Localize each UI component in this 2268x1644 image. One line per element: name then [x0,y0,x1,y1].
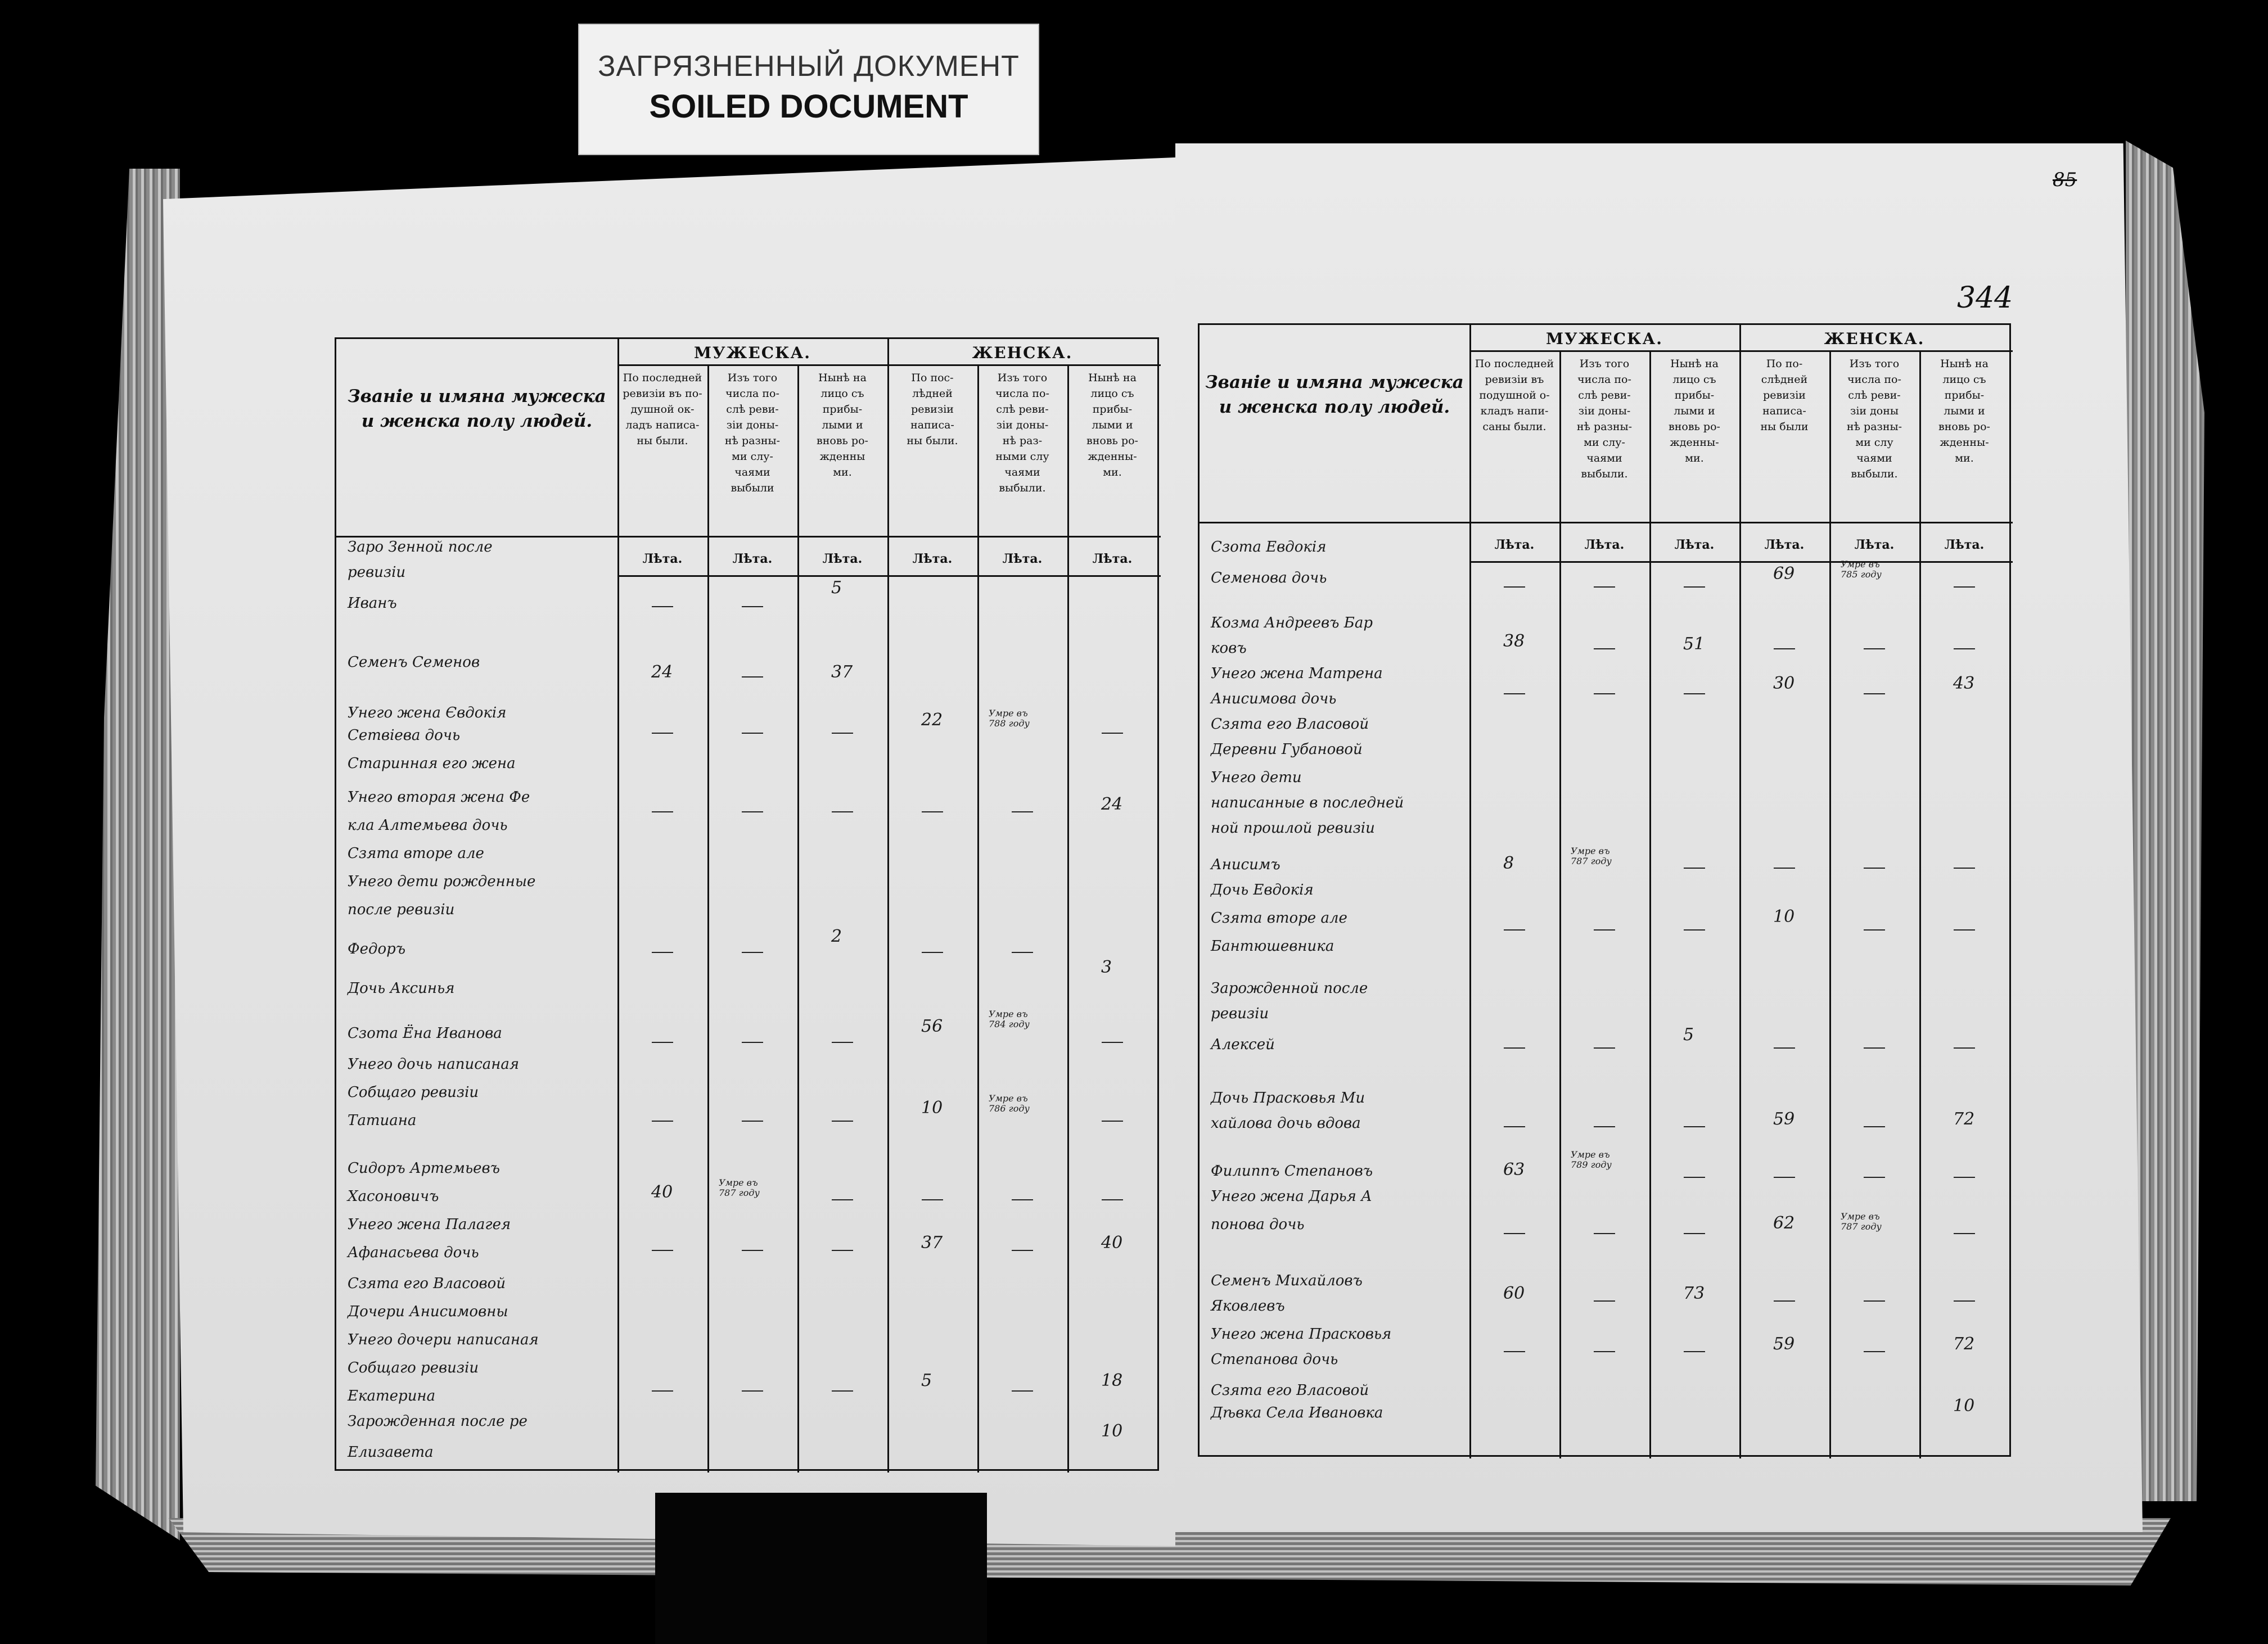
right-col-divider [1919,350,1921,1458]
right-name-entry: Унего жена Матрена [1211,665,1383,682]
left-gender-divider [617,364,1161,366]
right-death-note: Умре въ 789 году [1571,1149,1612,1170]
left-header-divider [336,536,1161,538]
left-age-value: 24 [651,662,673,682]
right-dash [1504,1047,1525,1049]
right-name-entry: Сзота Евдокія [1211,539,1327,555]
right-name-entry: Дѣвка Села Ивановка [1211,1404,1383,1421]
left-title-divider [617,339,619,1473]
left-name-entry: Сзята его Власовой [348,1275,506,1292]
left-dash [742,733,763,734]
right-death-note: Умре въ 787 году [1571,846,1612,866]
right-death-note: Умре въ 787 году [1841,1211,1882,1232]
left-dash [832,1042,853,1043]
right-dash [1684,1233,1705,1234]
right-age-value: 10 [1773,907,1795,927]
right-dash [1684,693,1705,694]
left-col-header-2: Изъ того числа по- слѣ реви- зіи доны- нѣ разны- ми слу- чаями выбыли [724,372,781,494]
left-age-value: 3 [1101,958,1112,977]
right-name-entry: Анисимъ [1211,856,1280,873]
left-col-leta-6: Лѣта. [1092,552,1133,566]
right-age-value: 72 [1953,1334,1975,1354]
left-col-divider [887,339,889,1473]
left-column-title: Званіе и имяна мужеска и женска полу людей. [348,386,606,431]
right-name-entry: Семенова дочь [1211,570,1327,586]
right-col-leta-1: Лѣта. [1494,538,1535,552]
right-name-entry: Филиппъ Степановъ [1211,1163,1373,1180]
left-age-value: 5 [831,578,842,598]
right-female-header: ЖЕНСКА. [1824,329,1925,348]
right-col-header-1: По последней ревизіи въ подушной о- кладъ напи- саны были. [1475,358,1554,433]
book-tab [655,1493,987,1644]
left-dash [742,1042,763,1043]
left-dash [832,733,853,734]
right-name-entry: Козма Андреевъ Бар [1211,615,1373,631]
left-name-entry: Унего дети рожденные [348,873,536,890]
right-col-leta-4: Лѣта. [1764,538,1805,552]
right-col-divider [1829,350,1831,1458]
right-dash [1684,586,1705,588]
left-female-header: ЖЕНСКА. [972,344,1073,362]
right-age-value: 62 [1773,1213,1795,1233]
left-age-value: 56 [921,1017,943,1036]
right-dash [1774,1300,1795,1302]
right-dash [1864,868,1885,869]
right-register-table [1198,323,2011,1457]
right-age-value: 8 [1503,853,1514,873]
right-col-header-3: Нынѣ на лицо съ прибы- лыми и вновь ро- жденны- ми. [1669,358,1720,464]
right-dash [1864,1177,1885,1178]
left-age-value: 2 [831,927,842,946]
right-col-header-2: Изъ того числа по- слѣ реви- зіи доны- нѣ разны- ми слу- чаями выбыли. [1576,358,1633,480]
right-dash [1774,1177,1795,1178]
folio-number: 344 [1957,281,2013,315]
right-col-leta-2: Лѣта. [1584,538,1625,552]
left-name-entry: Собщаго ревизіи [348,1360,479,1376]
right-dash [1504,929,1525,931]
left-name-entry: Унего жена Палагея [348,1216,511,1233]
left-dash [652,1121,673,1122]
soiled-document-stamp [578,24,1039,155]
right-name-entry: написанные в последней [1211,794,1404,811]
right-dash [1864,1300,1885,1302]
right-gender-divider [1469,350,2013,352]
left-dash [652,606,673,607]
stamp-line-russian: ЗАГРЯЗНЕННЫЙ ДОКУМЕНТ [598,50,1020,83]
right-age-value: 5 [1683,1025,1694,1045]
left-dash [652,1390,673,1392]
right-col-divider [1649,350,1651,1458]
right-dash [1594,1047,1615,1049]
left-leta-divider [617,575,1161,577]
left-dash [1012,811,1033,812]
right-header-divider [1200,522,2013,523]
left-death-note: Умре въ 786 году [989,1093,1030,1114]
right-dash [1954,1177,1975,1178]
right-age-value: 69 [1773,564,1795,584]
right-name-entry: Бантюшевника [1211,938,1334,955]
left-name-entry: Унего дочери написаная [348,1331,539,1348]
stamp-line-english: SOILED DOCUMENT [649,88,968,125]
left-col-header-4: По пос- лѣдней ревизіи написа- ны были. [907,372,958,447]
left-col-divider [977,364,979,1473]
left-name-entry: Иванъ [348,595,397,612]
right-name-entry: ревизіи [1211,1005,1269,1022]
right-name-entry: Алексей [1211,1036,1275,1053]
right-dash [1954,648,1975,649]
right-dash [1954,1047,1975,1049]
right-col-header-4: По по- слѣдней ревизіи напиcа- ны были [1760,358,1809,433]
left-name-entry: Хасоновичъ [348,1188,439,1205]
right-age-value: 59 [1773,1109,1795,1129]
right-dash [1774,1047,1795,1049]
right-dash [1504,1126,1525,1127]
left-dash [1102,1042,1123,1043]
right-col-header-5: Изъ того числа по- слѣ реви- зіи доны нѣ разны- ми слу чаями выбыли. [1846,358,1902,480]
left-name-entry: Дочь Аксинья [348,980,455,997]
right-dash [1594,693,1615,694]
left-death-note: Умре въ 788 году [989,708,1030,729]
left-name-entry: ревизіи [348,564,406,581]
right-dash [1864,1047,1885,1049]
right-dash [1504,693,1525,694]
left-age-value: 5 [921,1371,932,1390]
left-dash [1102,1199,1123,1200]
left-death-note: Умре въ 787 году [719,1177,760,1198]
right-name-entry: Дочь Евдокія [1211,882,1314,898]
right-dash [1864,929,1885,931]
right-name-entry: ковъ [1211,640,1247,657]
left-name-entry: Татиана [348,1112,417,1129]
left-age-value: 24 [1101,794,1123,814]
right-dash [1684,1126,1705,1127]
right-death-note: Умре въ 785 году [1841,559,1882,580]
right-name-entry: хайлова дочь вдова [1211,1115,1361,1132]
right-dash [1594,648,1615,649]
left-dash [1012,1199,1033,1200]
left-dash [832,811,853,812]
left-male-header: МУЖЕСКА. [693,344,811,362]
left-name-entry: Сзята вторе але [348,845,484,862]
left-dash [1102,733,1123,734]
right-dash [1954,1300,1975,1302]
right-col-leta-5: Лѣта. [1854,538,1895,552]
left-dash [742,606,763,607]
right-name-entry: ной прошлой ревизіи [1211,820,1375,837]
left-dash [742,676,763,678]
right-name-entry: Деревни Губановой [1211,741,1363,758]
right-title-divider [1469,325,1471,1458]
left-name-entry: кла Алтемьева дочь [348,817,508,834]
right-dash [1864,1126,1885,1127]
right-age-value: 51 [1683,634,1705,654]
left-name-entry: Унего вторая жена Фе [348,789,530,806]
left-dash [652,811,673,812]
left-name-entry: Афанасьева дочь [348,1244,479,1261]
right-dash [1684,1177,1705,1178]
left-name-entry: Дочери Анисимовны [348,1303,508,1320]
left-age-value: 22 [921,710,943,730]
right-dash [1594,1351,1615,1352]
left-age-value: 37 [831,662,853,682]
left-dash [652,1250,673,1251]
left-col-header-1: По последней ревизіи въ по- душной ок- ладъ написа- ны были. [623,372,702,447]
left-death-note: Умре въ 784 году [989,1009,1030,1029]
left-dash [742,1121,763,1122]
left-dash [922,1199,943,1200]
left-dash [652,733,673,734]
right-dash [1864,1351,1885,1352]
left-name-entry: Сзота Ёна Иванова [348,1025,502,1042]
left-age-value: 10 [921,1098,943,1118]
left-age-value: 10 [1101,1421,1123,1441]
right-dash [1954,929,1975,931]
right-dash [1774,648,1795,649]
right-name-entry: Семенъ Михайловъ [1211,1272,1363,1289]
right-age-value: 63 [1503,1160,1525,1180]
right-dash [1594,1126,1615,1127]
left-col-header-6: Нынѣ на лицо съ прибы- лыми и вновь ро- жденны- ми. [1086,372,1138,478]
right-dash [1774,868,1795,869]
left-dash [742,1250,763,1251]
left-dash [832,1121,853,1122]
right-col-divider [1559,350,1561,1458]
left-dash [652,1042,673,1043]
right-dash [1594,929,1615,931]
left-dash [742,811,763,812]
right-dash [1594,1300,1615,1302]
right-age-value: 73 [1683,1284,1705,1303]
left-dash [832,1250,853,1251]
left-name-entry: Собщаго ревизіи [348,1084,479,1101]
right-col-leta-6: Лѣта. [1944,538,1985,552]
left-name-entry: Унего жена Євдокія [348,704,507,721]
left-name-entry: Елизавета [348,1444,434,1461]
left-name-entry: Старинная его жена [348,755,516,772]
left-dash [922,811,943,812]
right-dash [1684,1351,1705,1352]
right-name-entry: Сзята его Власовой [1211,716,1369,733]
right-age-value: 60 [1503,1284,1525,1303]
right-name-entry: понова дочь [1211,1216,1305,1233]
right-col-divider [1739,325,1741,1458]
right-age-value: 30 [1773,674,1795,693]
left-col-leta-4: Лѣта. [912,552,953,566]
right-age-value: 10 [1953,1396,1975,1416]
left-name-entry: Зарожденная после ре [348,1413,527,1430]
left-name-entry: Сидоръ Артемьевъ [348,1160,500,1177]
right-leta-divider [1469,561,2013,563]
left-dash [742,1390,763,1392]
right-dash [1684,929,1705,931]
right-dash [1504,586,1525,588]
right-name-entry: Унего жена Прасковья [1211,1326,1392,1343]
right-col-header-6: Нынѣ на лицо съ прибы- лыми и вновь ро- жденны- ми. [1938,358,1990,464]
right-dash [1864,693,1885,694]
left-name-entry: Семенъ Семенов [348,654,480,671]
right-age-value: 72 [1953,1109,1975,1129]
left-col-leta-3: Лѣта. [822,552,863,566]
left-dash [742,952,763,953]
left-name-entry: Унего дочь написаная [348,1056,520,1073]
left-dash [1012,1250,1033,1251]
right-age-value: 59 [1773,1334,1795,1354]
right-name-entry: Унего дети [1211,769,1302,786]
left-register-table [335,337,1159,1471]
right-dash [1504,1233,1525,1234]
left-col-divider [797,364,799,1473]
right-dash [1504,1351,1525,1352]
left-dash [832,1390,853,1392]
left-col-header-5: Изъ того числа по- слѣ реви- зіи доны- нѣ раз- ными слу чаями выбыли. [995,372,1049,494]
corner-mark: 85 [2053,169,2077,191]
right-name-entry: Анисимова дочь [1211,690,1337,707]
left-col-divider [707,364,709,1473]
left-name-entry: Федоръ [348,941,406,958]
left-dash [1102,1121,1123,1122]
left-col-leta-1: Лѣта. [642,552,683,566]
left-dash [652,952,673,953]
left-age-value: 40 [1101,1233,1123,1253]
right-dash [1954,1233,1975,1234]
right-name-entry: Яковлевъ [1211,1298,1285,1315]
left-dash [1012,952,1033,953]
left-col-leta-5: Лѣта. [1002,552,1043,566]
right-dash [1864,648,1885,649]
right-name-entry: Сзята вторе але [1211,910,1347,927]
right-col-leta-3: Лѣта. [1674,538,1715,552]
left-col-leta-2: Лѣта. [732,552,773,566]
left-age-value: 37 [921,1233,943,1253]
left-dash [1012,1390,1033,1392]
right-name-entry: Степанова дочь [1211,1351,1338,1368]
right-dash [1954,868,1975,869]
left-age-value: 18 [1101,1371,1123,1390]
right-name-entry: Дочь Прасковья Ми [1211,1090,1365,1106]
left-col-divider [1067,364,1069,1473]
right-name-entry: Сзята его Власовой [1211,1382,1369,1399]
left-name-entry: Екатерина [348,1388,436,1404]
right-age-value: 43 [1953,674,1975,693]
right-dash [1594,586,1615,588]
left-dash [922,952,943,953]
right-dash [1954,586,1975,588]
left-dash [832,1199,853,1200]
left-name-entry: Заро Зенной после [348,539,493,555]
right-dash [1684,868,1705,869]
left-age-value: 40 [651,1182,673,1202]
right-dash [1594,1233,1615,1234]
left-name-entry: после ревизіи [348,901,455,918]
right-column-title: Званіе и имяна мужеска и женска полу людей. [1205,372,1464,417]
right-male-header: МУЖЕСКА. [1545,329,1663,348]
right-age-value: 38 [1503,631,1525,651]
right-name-entry: Унего жена Дарья А [1211,1188,1372,1205]
left-col-header-3: Нынѣ на лицо съ прибы- лыми и вновь ро- жденны ми. [817,372,868,478]
left-name-entry: Сетвіева дочь [348,727,461,744]
right-name-entry: Зарожденной после [1211,980,1368,997]
